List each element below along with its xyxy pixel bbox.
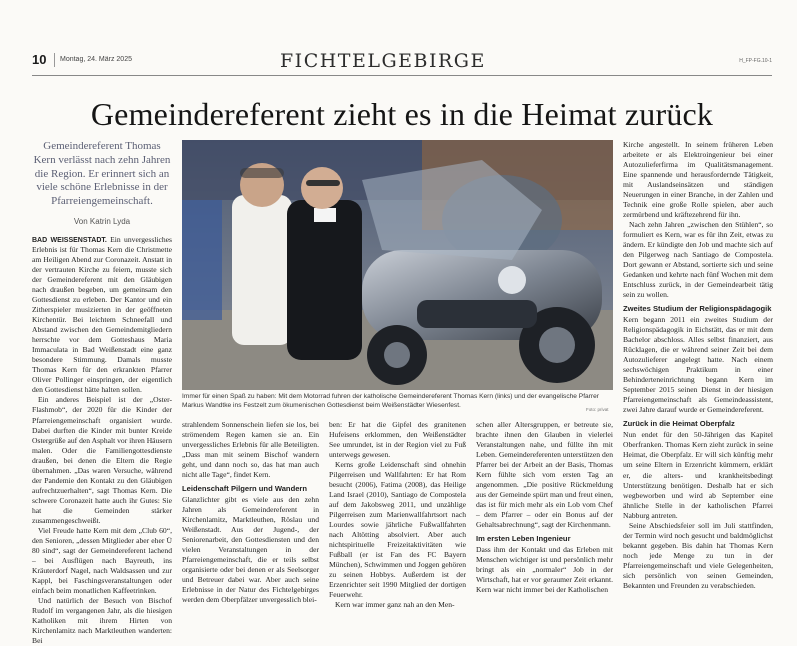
subheading: Zurück in die Heimat Oberpfalz: [623, 419, 735, 429]
page-header: [32, 50, 772, 72]
paragraph-text: Ein unvergessliches Erlebnis ist für Thomas Kern die Christmette am Heiligen Abend zur Coronazeit. Anstatt in der vertrauten Kirche zu feiern, musste sich der Gemeindereferent mit den Gläubigen nach draußen begeben, um gemeinsam den Gottesdienst zu erleben. Der Kantor und ein Zitherspieler musizierten in der geöffneten Kirchentür. Bei leichtem Schneefall und Abstand zwischen den Gemeindemitgliedern herrschte vor dem Gotteshaus Maria Immaculata in Bad Weißenstadt eine ganz besondere Stimmung. Damals musste Thomas Kern für den erkrankten Pfarrer Oliver Pollinger einspringen, der eigentlich den Gottesdienst hätte halten sollen.: [32, 235, 173, 395]
article-lead: Gemeindereferent Thomas Kern verlässt nach zehn Jahren die Region. Er erinnert sich an viele schöne Erlebnisse in der Pfarreiengemeinschaft.: [33, 140, 171, 207]
motorcycle-photo-illustration: [182, 140, 613, 390]
photo-caption: Immer für einen Spaß zu haben: Mit dem Motorrad fuhren der katholische Gemeindereferent Thomas Kern (links) und der evangelische Pfarrer Markus Wandtke ins Festzelt zum ökumenischen Gottesdienst beim Weißenstädter Wiesenfest.: [182, 393, 599, 409]
article-author: Von Katrin Lyda: [73, 217, 131, 226]
article-headline: Gemeindereferent zieht es in die Heimat zurück: [90, 96, 714, 132]
paragraph: Und natürlich der Besuch von Bischof Rudolf im vergangenen Jahr, als die hiesigen Katholiken mit ihrem Hirten von Kirchenlamitz nach Marktleuthen wanderten: Bei: [32, 595, 172, 645]
subheading: Im ersten Leben Ingenieur: [476, 534, 571, 544]
header-rule: [32, 75, 772, 76]
paragraph: Seine Abschiedsfeier soll im Juli stattfinden, der Termin wird noch gesucht und baldmöglichst bekannt gegeben. Bis dahin hat Thomas Kern noch jede Menge zu tun in der Pfarreiengemeinschaft und viele Gelegenheiten, sich persönlich von seinen Gemeinden, Bekannten und Freunden zu verabschieden.: [623, 520, 773, 590]
issue-date: Montag, 24. März 2025: [60, 56, 132, 63]
article-column-3: [329, 420, 466, 610]
paragraph: Kerns große Leidenschaft sind ohnehin Pilgerreisen und Wallfahrten: Er hat Rom besucht (2006), Fatima (2008), das Heilige Land Israel (2010), Santiago de Compostela auf dem Jakobsweg 2011, und unzählige Pilgerreisen zum Marienwallfahrtsort nach Lourdes sowie jährliche Fußwallfahrten nach Altötting absolviert. Aber auch nichtspirituelle Freizeitaktivitäten wie Fußball (er ist Fan des FC Bayern München), Schwimmen und Joggen gehören zu seinen Hobbys. Außerdem ist der Erzenrichter seit 1990 Mitglied der dortigen Feuerwehr.: [329, 460, 466, 600]
page-code: H_FP-FG.10-1: [739, 58, 772, 64]
paragraph: Ein anderes Beispiel ist der „Oster-Flashmob“, der 2020 für die Kinder der Pfarreiengemeinschaft organisiert wurde. Dabei durften die Kinder mit bunter Kreide Ostergrüße auf den Asphalt vor ihren Häusern malen. Oder die Familiengottesdienste draußen, bei denen die Eltern die Regie übernahmen. „Das waren Versuche, während der Pandemie den Kontakt zu den Gläubigen aufrechtzuerhalten“, sagt Thomas Kern. Die schwere Coronazeit hatte auch ihr Gutes: Sie hat die Gemeinden stärker zusammengeschweißt.: [32, 395, 172, 525]
paragraph: Kirche angestellt. In seinem früheren Leben arbeitete er als Elektroingenieur bei einer Autozulieferfirma im Qualitätsmanagement. Eine spannende und herausfordernde Tätigkeit, mit Auslandseinsätzen und ständigen Neuerungen in einer Branche, in der Zahlen und Technik eine große Rolle spielen, aber auch zermürbend und kräftezehrend für ihn.: [623, 140, 773, 220]
subheading: Leidenschaft Pilgern und Wandern: [182, 484, 308, 494]
dateline: BAD WEISSENSTADT.: [32, 237, 107, 244]
paragraph: Nun endet für den 50-Jährigen das Kapitel Oberfranken. Thomas Kern zieht zurück in seine Heimat, die Oberpfalz. Er will sich künftig mehr um seine Eltern in Erzenricht kümmern, erklärt er, die alters- und krankheitsbedingt Unterstützung benötigen. Deshalb hat er sich wegbeworben und wird ab September eine ähnliche Stelle in der katholischen Pfarrei Nabburg antreten.: [623, 430, 773, 520]
article-photo: [182, 140, 613, 390]
paragraph: strahlendem Sonnenschein liefen sie los, bei strömendem Regen kamen sie an. Ein unvergessliches Erlebnis für alle Beteiligten. „Dass man mit seinem Bischof wandern geht, und dann noch so, das hat man auch nicht alle Tage“, findet Kern.: [182, 420, 319, 480]
paragraph: [32, 235, 172, 395]
paragraph: Viel Freude hatte Kern mit dem „Club 60“, den Senioren, „dessen Mitglieder aber eher Ü 80 sind“, sagt der Gemeindereferent lachend – bei Ausflügen nach Bayreuth, ins Kräuterdorf Nagel, nach Waldsassen und zur Kappl, bei Faschingsveranstaltungen oder einfach beim monatlichen Kaffeetrinken.: [32, 525, 172, 595]
article-column-5: [623, 140, 773, 597]
header-divider: [54, 53, 55, 67]
subheading: Zweites Studium der Religionspädagogik: [623, 304, 772, 314]
paragraph: Glanzlichter gibt es viele aus den zehn Jahren als Gemeindereferent in Kirchenlamitz, Marktleuthen, Röslau und Weißenstadt. Aus der Jugend-, der Seniorenarbeit, den Gottesdiensten und den vielen Veranstaltungen in der Pfarreiengemeinschaft, die er teils selbst organisierte oder bei denen er als Seelsorger und Betreuer dabei war. Aber auch seine Erlebnisse in der Natur des Fichtelgebirges werden dem Oberpfälzer unvergesslich blei-: [182, 495, 319, 605]
paragraph: Nach zehn Jahren „zwischen den Stühlen“, so formuliert es Kern, war es für ihn Zeit, etwas zu ändern. Er kündigte den Job und machte sich auf den Pilgerweg nach Santiago de Compostela. Dort gewann er Abstand, sortierte sich und seine Gedanken und kehrte nach fünf Wochen mit dem Entschluss zurück, in der Gemeindearbeit tätig sein zu wollen.: [623, 220, 773, 300]
paragraph: Dass ihm der Kontakt und das Erleben mit Menschen wichtiger ist und persönlich mehr bringt als ein „normaler“ Job in der Wirtschaft, hat er vor geraumer Zeit erkannt. Kern war nicht immer bei der Katholischen: [476, 545, 613, 595]
paragraph: ben: Er hat die Gipfel des granitenen Hufeisens erklommen, den Weißenstädter See umrundet, ist in der Region viel zu Fuß unterwegs gewesen.: [329, 420, 466, 460]
page-number: 10: [32, 52, 47, 67]
paragraph: Kern begann 2011 ein zweites Studium der Religionspädagogik in Eichstätt, das er mit dem Bachelor abschloss. Alles selbst finanziert, aus Rücklagen, die er während seiner Zeit bei dem Autozulieferer angelegt hatte. Nach einem sechswöchigen Praktikum in einer Behinderteneinrichtung begann Kern im September 2015 seinen Dienst in der hiesigen Pfarreiengemeinschaft als Gemeindeassistent, zwei Jahre darauf wurde er Gemeindereferent.: [623, 315, 773, 415]
paragraph: Kern war immer ganz nah an den Men-: [335, 600, 455, 610]
section-title: FICHTELGEBIRGE: [280, 50, 486, 72]
article-column-4: [476, 420, 613, 597]
article-column-1: [32, 235, 173, 645]
paragraph: schen aller Altersgruppen, er betreute sie, brachte ihnen den Glauben in vielerlei Veranstaltungen nahe, und füllte ihn mit Leben. Gemeindereferenten unterstützen den Pfarrer bei der Arbeit an der Basis, Thomas Kern fühlte sich vom ersten Tag an angenommen. „Die positive Rückmeldung aus der Gemeinde spürt man und freut einen, das ist für mich mehr als ein Lob vom Chef – dem Pfarrer – oder ein Bonus auf der Gehaltsabrechnung“, sagt der Kirchenmann.: [476, 420, 613, 530]
article-column-2: [182, 420, 319, 605]
photo-credit: Foto: privat: [586, 407, 609, 412]
